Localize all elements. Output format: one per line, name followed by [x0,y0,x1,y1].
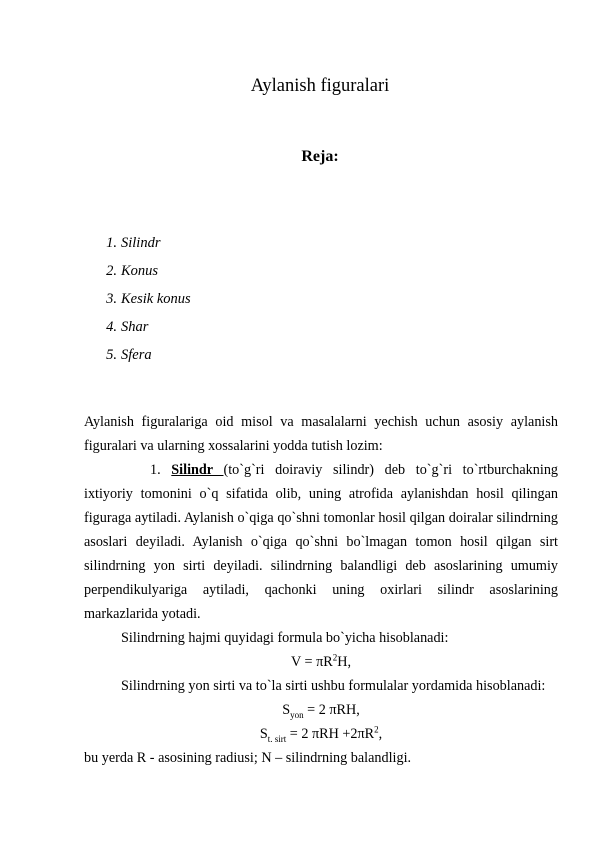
formula-part: S [259,726,268,742]
volume-formula [84,650,558,674]
formula-part: = 2 πRH, [303,702,360,718]
formula-subscript: t. sirt [267,733,287,744]
formula-part: = 2 πRH +2πR [286,726,375,742]
formula-part: S [282,702,291,718]
formula-side-surface [84,698,558,722]
surface-intro: Silindrning yon sirti va to`la sirti ushbu formulalar yordamida hisoblanadi: [121,678,546,694]
plan-item-number: 3. [106,291,117,307]
formula-exponent: 2 [374,724,379,735]
plan-item-text: Sfera [121,347,152,363]
plan-item-number: 2. [106,263,117,279]
formula-part: , [378,726,383,742]
definition-text: (to`g`ri doiraviy silindr) deb to`g`ri to`rtburchakning ixtiyoriy tomonini o`q sifatida olib, uning atrofida aylanishdan hosil qilingan figuraga aytiladi. Aylanish o`qiga qo`shni tomonlar hosil qilgan doiralar silindrning asoslari deyiladi. Aylanish o`qiga qo`shni bo`lmagan tomon hosil qilgan sirt silindrning yon sirti deyiladi. silindrning balandligi deb asoslarining umumiy perpendikulyariga aytiladi, qachonki uning oxirlari silindr asoslarining markazlarida yotadi. [84,462,559,622]
formula-subscript: yon [290,709,304,720]
formula-part: V = πR [290,654,333,670]
plan-item-text: Shar [121,319,149,335]
plan-item-number: 4. [106,319,117,335]
plan-item-number: 1. [106,235,117,251]
formula-part: H, [337,654,351,670]
definition-number: 1. [150,462,172,478]
variable-legend: bu yerda R - asosining radiusi; N – silindrning balandligi. [84,750,412,766]
page-title: Aylanish figuralari [250,76,390,96]
plan-item-number: 5. [106,347,117,363]
body-text [84,410,558,770]
volume-intro: Silindrning hajmi quyidagi formula bo`yicha hisoblanadi: [121,630,449,646]
silindr-definition [84,458,558,626]
formula-exponent: 2 [332,652,338,663]
plan-heading: Reja: [301,148,339,165]
intro-paragraph: Aylanish figuralariga oid misol va masalalarni yechish uchun asosiy aylanish figuralari va ularning xossalarini yodda tutish lozim: [84,414,558,454]
plan-item-text: Kesik konus [121,291,191,307]
plan-item-text: Konus [121,263,159,279]
plan-item-text: Silindr [121,235,161,251]
definition-term: Silindr [171,462,224,478]
formula-total-surface [84,722,558,746]
